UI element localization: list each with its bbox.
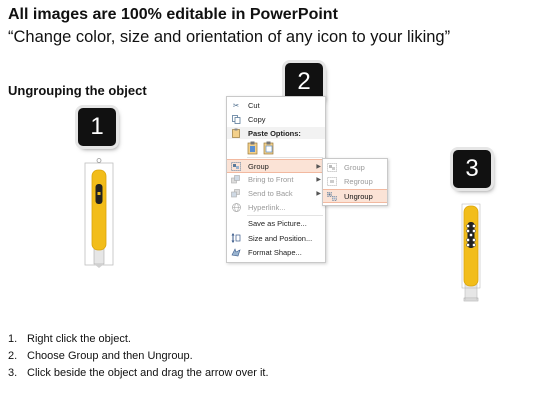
submenu-arrow-icon: ▶ bbox=[316, 190, 321, 197]
step-badge-3: 3 bbox=[453, 150, 491, 188]
menu-item-format-shape[interactable] bbox=[227, 246, 325, 258]
menu-item-hyperlink[interactable] bbox=[227, 201, 325, 213]
blade-tip bbox=[94, 264, 104, 268]
submenu-item-regroup[interactable] bbox=[323, 175, 387, 187]
menu-item-label: Paste Options: bbox=[248, 128, 301, 138]
menu-header-paste-options bbox=[227, 127, 325, 139]
format-shape-icon bbox=[230, 247, 242, 257]
submenu-item-group[interactable] bbox=[323, 161, 387, 173]
menu-item-label: Save as Picture... bbox=[248, 218, 307, 228]
menu-item-cut[interactable] bbox=[227, 99, 325, 111]
submenu-arrow-icon: ▶ bbox=[316, 163, 321, 170]
group-icon bbox=[230, 161, 242, 171]
step-badge-2: 2 bbox=[285, 63, 323, 101]
size-position-icon bbox=[230, 233, 242, 243]
step-badge-1: 1 bbox=[78, 108, 116, 146]
slider-notch bbox=[98, 192, 101, 195]
menu-item-label: Copy bbox=[248, 114, 266, 124]
menu-item-size-and-position[interactable] bbox=[227, 232, 325, 244]
rotate-handle[interactable] bbox=[97, 159, 101, 163]
ungroup-icon bbox=[326, 191, 338, 201]
knife-handle bbox=[92, 170, 106, 250]
submenu-item-label: Ungroup bbox=[344, 191, 373, 201]
bring-front-icon bbox=[230, 174, 242, 184]
menu-divider bbox=[247, 157, 323, 158]
submenu-item-label: Group bbox=[344, 162, 365, 172]
menu-item-label: Hyperlink... bbox=[248, 202, 286, 212]
menu-item-label: Bring to Front bbox=[248, 174, 294, 184]
utility-knife-grouped[interactable] bbox=[82, 158, 118, 270]
regroup-icon bbox=[326, 176, 338, 186]
menu-item-send-to-back[interactable] bbox=[227, 187, 325, 199]
menu-item-group[interactable] bbox=[227, 159, 325, 173]
menu-item-label: Send to Back bbox=[248, 188, 293, 198]
scissors-icon: ✂ bbox=[232, 100, 240, 110]
submenu-arrow-icon: ▶ bbox=[316, 176, 321, 183]
paste-keep-formatting-icon[interactable] bbox=[247, 141, 259, 155]
copy-icon bbox=[230, 114, 242, 124]
menu-item-label: Size and Position... bbox=[248, 233, 313, 243]
paste-options-row bbox=[247, 141, 275, 155]
menu-item-label: Format Shape... bbox=[248, 247, 302, 257]
globe-link-icon bbox=[230, 202, 242, 212]
utility-knife-ungrouped[interactable] bbox=[455, 200, 491, 304]
page-subtitle: “Change color, size and orientation of any icon to your liking” bbox=[8, 28, 451, 46]
submenu-item-label: Regroup bbox=[344, 176, 373, 186]
group-submenu bbox=[322, 158, 388, 206]
paste-picture-icon[interactable] bbox=[263, 141, 275, 155]
group-icon bbox=[326, 162, 338, 172]
menu-item-label: Cut bbox=[248, 100, 260, 110]
section-heading: Ungrouping the object bbox=[8, 83, 147, 98]
submenu-item-ungroup[interactable] bbox=[323, 189, 387, 203]
menu-divider bbox=[247, 215, 323, 216]
instruction-step-1: 1. Right click the object. bbox=[8, 333, 131, 345]
menu-item-save-as-picture[interactable] bbox=[227, 217, 325, 229]
menu-item-bring-to-front[interactable] bbox=[227, 173, 325, 185]
menu-item-copy[interactable] bbox=[227, 113, 325, 125]
menu-item-label: Group bbox=[248, 161, 269, 171]
instruction-list bbox=[8, 331, 269, 382]
context-menu bbox=[226, 96, 326, 263]
send-back-icon bbox=[230, 188, 242, 198]
paste-icon bbox=[230, 128, 242, 138]
page-title: All images are 100% editable in PowerPoint bbox=[8, 6, 338, 23]
instruction-step-3: 3. Click beside the object and drag the arrow over it. bbox=[8, 367, 269, 379]
instruction-step-2: 2. Choose Group and then Ungroup. bbox=[8, 350, 193, 362]
